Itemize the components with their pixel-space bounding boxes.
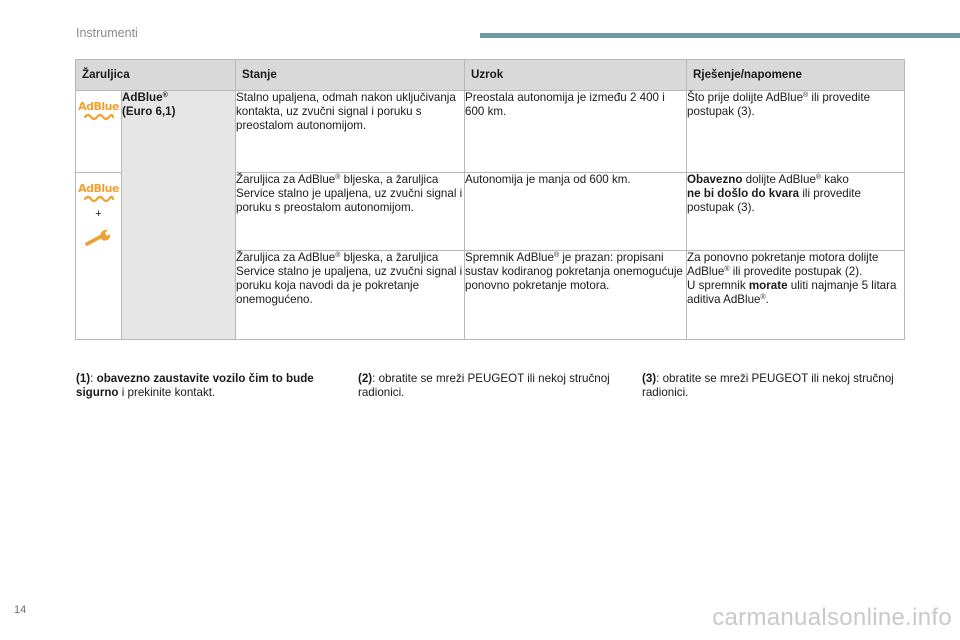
section-title: Instrumenti	[76, 26, 138, 40]
state-text: Stalno upaljena, odmah nakon uključivanja kontakta, uz zvučni signal i poruku s preostalom autonomijom.	[236, 91, 465, 173]
column-header-solution: Rješenje/napomene	[687, 60, 905, 91]
adblue-warning-icon: AdBlue	[78, 183, 119, 203]
solution-text: Za ponovno pokretanje motora dolijte AdBlue® ili provedite postupak (2). U spremnik morate uliti najmanje 5 litara aditiva AdBlue®.	[687, 251, 905, 340]
cause-text: Autonomija je manja od 600 km.	[465, 173, 687, 251]
column-header-cause: Uzrok	[465, 60, 687, 91]
footnote-2: (2): obratite se mreži PEUGEOT ili nekoj stručnoj radionici.	[358, 372, 610, 399]
wave-icon	[84, 113, 114, 121]
wrench-service-icon	[84, 229, 114, 247]
header-accent-bar	[480, 33, 960, 38]
cause-text: Spremnik AdBlue® je prazan: propisani sustav kodiranog pokretanja onemogućuje ponovno pokretanje motora.	[465, 251, 687, 340]
cause-text: Preostala autonomija je između 2 400 i 600 km.	[465, 91, 687, 173]
footnote-3: (3): obratite se mreži PEUGEOT ili nekoj stručnoj radionici.	[642, 372, 894, 399]
solution-text: Obavezno dolijte AdBlue® kako ne bi došlo do kvara ili provedite postupak (3).	[687, 173, 905, 251]
warning-lamp-table	[75, 59, 905, 340]
plus-sign: +	[95, 208, 102, 220]
lamp-icon-cell	[76, 173, 122, 340]
state-text: Žaruljica za AdBlue® bljeska, a žaruljica Service stalno je upaljena, uz zvučni signal i poruku koja navodi da je pokretanje onemogućeno.	[236, 251, 465, 340]
solution-text: Što prije dolijte AdBlue® ili provedite postupak (3).	[687, 91, 905, 173]
state-text: Žaruljica za AdBlue® bljeska, a žaruljica Service stalno je upaljena, uz zvučni signal i poruku s preostalom autonomijom.	[236, 173, 465, 251]
footnote-1: (1): obavezno zaustavite vozilo čim to bude sigurno i prekinite kontakt.	[76, 372, 314, 399]
page-number: 14	[14, 604, 27, 616]
lamp-icon-cell	[76, 91, 122, 173]
column-header-lamp: Žaruljica	[76, 60, 236, 91]
lamp-name: AdBlue	[122, 91, 163, 104]
lamp-variant: (Euro 6,1)	[122, 105, 176, 118]
table-row	[76, 91, 905, 173]
watermark: carmanualsonline.info	[712, 604, 952, 631]
table-header-row	[76, 60, 905, 91]
lamp-name-cell: AdBlue® (Euro 6,1)	[122, 91, 236, 340]
wave-icon	[84, 195, 114, 203]
adblue-warning-icon: AdBlue	[78, 101, 119, 121]
column-header-state: Stanje	[236, 60, 465, 91]
